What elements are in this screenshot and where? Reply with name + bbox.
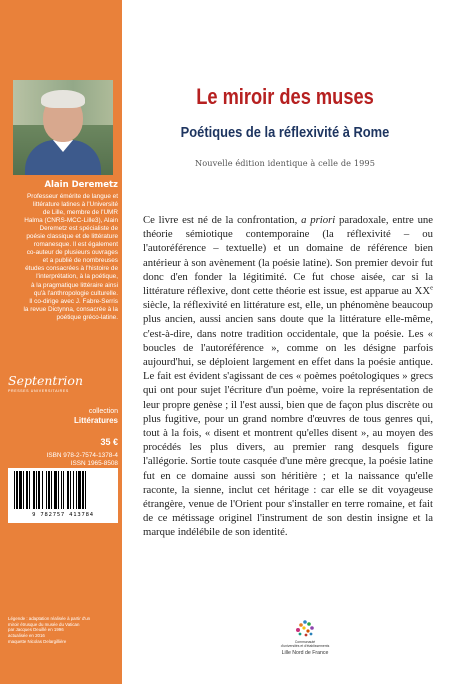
publisher-name: Septentrion [8,373,84,388]
logo-caption [270,640,340,648]
logo-name: Lille Nord de France [281,650,329,656]
bio-line: poésie classique et de littérature [26,233,118,241]
credit-line: par Jacques Deuillé en 1996 [8,627,64,633]
blurb-superscript: e [430,284,433,292]
blurb-italic: a priori [301,214,336,226]
cover-credits [8,616,120,645]
book-subtitle: Poétiques de la réflexivité à Rome [180,124,390,141]
bio-line: Halma (CNRS-MCC-Lille3), Alain [24,217,118,225]
bio-line: études consacrées à l'histoire de [25,265,118,273]
collection-label: collection [88,408,118,415]
bio-line: Deremetz est spécialiste de [39,225,118,233]
bio-line: la revue Dictynna, consacrée à la [23,305,118,313]
logo-caption-line: Communauté [294,640,316,644]
author-bio [4,193,118,322]
bio-line: littérature latines à l'Université [32,201,118,209]
bio-line: à la pragmatique littéraire ainsi [30,281,118,289]
bio-line: l'interprétation, à la poétique, [36,273,118,281]
bio-line: et a publié de nombreuses [42,257,118,265]
credit-line: miroir étrusque du musée du Vatican [8,621,80,627]
blurb-text: paradoxale, entre une théorie sémiotique contemporaine (la réflexivité – ou l'autoréférence – textuelle) et un domaine de référence bien antérieur à son avènement (la poésie latine). Son premier devoir fut donc d'en fonder la légitimité. Ce fut chose aisée, car si la littérature réflexive, dont cette théorie est issue, est apparue au XX [143,214,433,298]
author-name: Alain Deremetz [44,180,118,190]
credit-line: maquette Nicolas Delargillière [8,638,67,644]
logo-dots-icon [294,614,316,638]
logo-caption-line: d'universités et d'établissements [280,644,330,649]
university-logo [270,614,340,674]
publisher-tagline: PRESSES UNIVERSITAIRES [8,389,69,393]
publisher-logo [8,373,118,393]
author-photo [13,80,113,175]
credit-line: Légende : adaptation réalisée à partir d'un [8,616,91,621]
collection-name: Littératures [73,416,118,425]
book-title: Le miroir des muses [196,84,374,109]
bio-line: qu'à l'anthropologie culturelle. [33,289,118,297]
bio-line: romanesque. Il est également [33,241,118,249]
credit-line: actualisée en 2016 [8,633,45,639]
isbn: ISBN 978-2-7574-1378-4 [46,452,118,459]
blurb-text: Ce livre est né de la confrontation, [143,214,302,226]
back-cover-blurb [143,213,433,540]
price: 35 € [100,437,118,447]
issn: ISSN 1965-8508 [70,460,118,467]
barcode-bars [12,471,114,511]
bio-line: poétique gréco-latine. [56,313,118,321]
bio-line: Professeur émérite de langue et [27,193,118,200]
bio-line: co-auteur de plusieurs ouvrages [26,249,118,257]
edition-note: Nouvelle édition identique à celle de 1995 [194,158,376,168]
bio-line: Il co-dirige avec J. Fabre-Serris [29,297,118,305]
barcode-number: 9 782757 413784 [32,512,94,518]
bio-line: de Lille, membre de l'UMR [42,209,118,217]
blurb-text: siècle, la réflexivité en littérature est, elle, un phénomène beaucoup plus ancien, aussi ancien sans doute que la littérature elle-même, c'est-à-dire, dans notre tradition occidentale, que la poésie. Les « boucles de l'autoréférence », comme on les désigne parfois aujourd'hui, se déploient largement en effet dans la poésie antique. Le fait est évident s'agissant de ces « poèmes poétologiques » grecs qui ont pour sujet l'écriture d'un poème, voire la représentation de leur propre genèse ; il l'est aussi, bien que de façon plus discrète ou plus fugitive, pour un grand nombre d'œuvres de tous genres qui, tout à la fois, « disent et montrent qu'elles disent », au moyen des procédés les plus divers, au premier rang desquels figure l'allégorie. Sortie toute casquée d'une mère grecque, la poésie latine fut en ce domaine aussi son héritière ; et la naissance qu'elle raconte, la sienne, inclut cet héritage : car elle se dit voyageuse étrangère, venue de l'Orient pour s'installer en terre romaine, et fait de ce métissage originel l'instrument de son destin insigne et la marque indélébile de son identité. [143,299,433,539]
barcode [8,468,118,523]
